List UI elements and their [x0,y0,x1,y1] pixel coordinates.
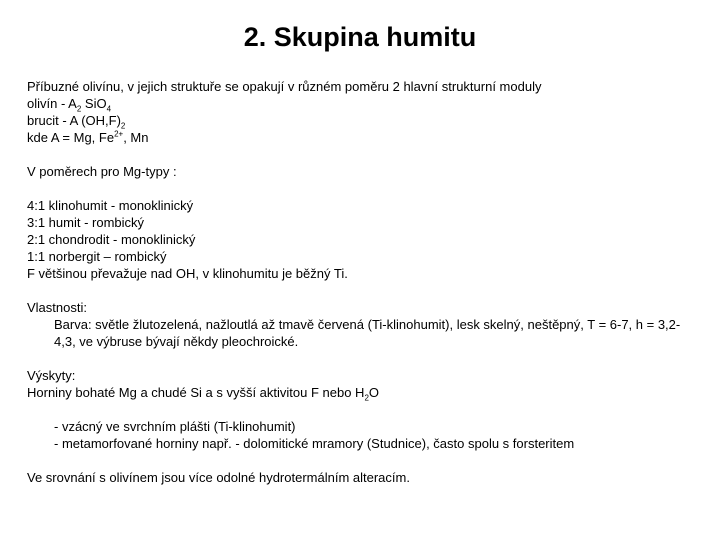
properties-text: Barva: světle žlutozelená, nažloutlá až tmavě červená (Ti-klinohumit), lesk skelný, neštěpný, T = 6-7, h = 3,2-4,3, ve výbruse bývají někdy pleochroické. [54,317,681,349]
occurrence-block [27,367,695,401]
conclusion-text: Ve srovnání s olivínem jsou více odolné hydrotermálním alteracím. [27,470,410,485]
occurrence-heading: Výskyty: [27,368,76,383]
ratio-item: 2:1 chondrodit - monoklinický [27,232,196,247]
ratios-heading-block [27,163,695,180]
intro-line: Příbuzné olivínu, v jejich struktuře se opakují v různém poměru 2 hlavní strukturní moduly [27,79,542,94]
conclusion-block [27,469,695,486]
ratio-note: F většinou převažuje nad OH, v klinohumitu je běžný Ti. [27,266,348,281]
ratio-item: 4:1 klinohumit - monoklinický [27,198,194,213]
olivin-formula: olivín - $A_2$ SiO$_4$ [27,96,112,114]
slide-title: 2. Skupina humitu [243,22,477,52]
occurrence-list [27,418,695,452]
ratios-heading: V poměrech pro Mg-typy : [27,164,177,179]
occurrence-line: Horniny bohaté Mg a chudé Si a s vyšší aktivitou F nebo $H_2O$ [27,385,380,403]
kde-line: kde A = Mg, $Fe^{2+}$, Mn [27,129,149,145]
slide-content [27,78,695,486]
brucit-formula: brucit - A $(OH,F)_2$ [27,113,126,131]
properties-heading: Vlastnosti: [27,300,87,315]
intro-block [27,78,695,146]
occurrence-item: - metamorfované horniny např. - dolomitické mramory (Studnice), často spolu s forsteritem [54,436,575,451]
occurrence-item: - vzácný ve svrchním plášti (Ti-klinohumit) [54,419,296,434]
ratios-list [27,197,695,282]
ratio-item: 1:1 norbergit – rombický [27,249,167,264]
ratio-item: 3:1 humit - rombický [27,215,145,230]
properties-block [27,299,695,350]
